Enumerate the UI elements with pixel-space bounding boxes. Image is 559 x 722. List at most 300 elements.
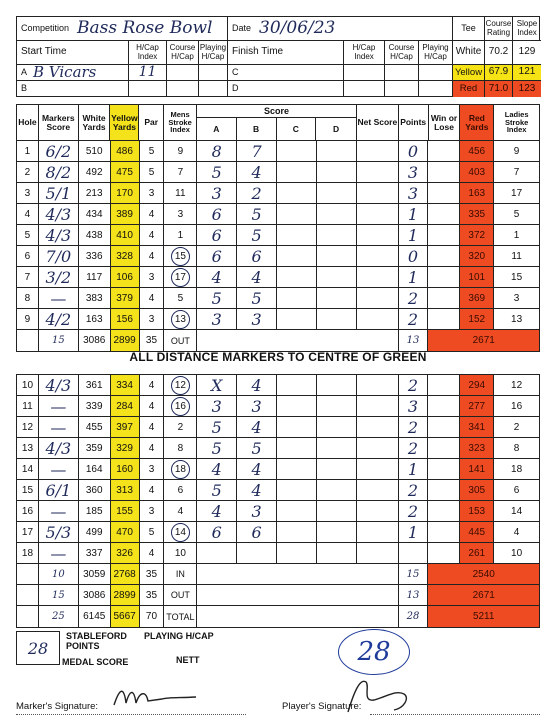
ladies-stroke-index: 8 <box>513 442 520 454</box>
score-c <box>277 396 317 416</box>
player-b-course-hcap <box>167 81 199 97</box>
score-b: 2 <box>237 183 277 203</box>
finish-time-label: Finish Time <box>228 41 344 65</box>
win-or-lose <box>428 204 460 224</box>
score-a: 4 <box>197 501 237 521</box>
score-c <box>277 543 317 563</box>
score-a: 5 <box>197 480 237 500</box>
red-yards: 456 <box>460 141 494 161</box>
score-d <box>317 141 357 161</box>
red-yards: 152 <box>460 309 494 329</box>
col-score: Score <box>197 105 356 118</box>
col-a: A <box>197 118 237 140</box>
col-winlose: Win or Lose <box>429 105 461 140</box>
net-score <box>357 204 399 224</box>
white-yards: 164 <box>79 459 111 479</box>
player-d-letter: D <box>228 81 344 97</box>
hole-number: 4 <box>17 204 39 224</box>
score-c <box>277 162 317 182</box>
mens-stroke-index: 11 <box>164 183 197 203</box>
ladies-stroke-index: 3 <box>513 292 520 304</box>
col-white: White Yards <box>79 105 111 140</box>
score-c <box>277 501 317 521</box>
ladies-stroke-index: 15 <box>511 271 523 283</box>
score-c <box>277 309 317 329</box>
tee-red-slope: 123 <box>513 81 541 97</box>
net-score <box>357 396 399 416</box>
mens-stroke-index: 5 <box>164 288 197 308</box>
score-a: 4 <box>197 459 237 479</box>
yellow-yards: 470 <box>111 522 140 542</box>
markers-score: 5/3 <box>39 522 79 542</box>
col-ladies-si: Ladies Stroke Index <box>504 109 529 135</box>
score-c <box>277 267 317 287</box>
points: 2 <box>399 309 429 329</box>
player-c-letter: C <box>228 65 344 81</box>
hole-row <box>17 501 539 522</box>
hole-number: 15 <box>17 480 39 500</box>
ladies-stroke-index: 13 <box>511 313 523 325</box>
ladies-stroke-index: 7 <box>513 166 520 178</box>
score-b: 3 <box>237 396 277 416</box>
par: 4 <box>140 396 165 416</box>
col-par: Par <box>139 105 164 140</box>
red-yards: 277 <box>460 396 494 416</box>
net-score <box>357 480 399 500</box>
net-score <box>357 375 399 395</box>
yellow-yards: 475 <box>111 162 140 182</box>
score-d <box>317 501 357 521</box>
win-or-lose <box>428 396 460 416</box>
total-red: 2540 <box>428 564 539 584</box>
markers-score: — <box>39 417 79 437</box>
points <box>399 543 429 563</box>
total-yellow: 2768 <box>111 564 140 584</box>
ladies-stroke-index: 16 <box>511 400 523 412</box>
white-yards: 185 <box>79 501 111 521</box>
total-row <box>17 585 539 606</box>
yellow-yards: 284 <box>111 396 140 416</box>
white-yards: 213 <box>79 183 111 203</box>
tee-white-name: White <box>453 41 485 65</box>
total-row <box>17 606 539 627</box>
red-yards: 294 <box>460 375 494 395</box>
score-a: X <box>197 375 237 395</box>
tee-red-name: Red <box>453 81 485 97</box>
score-a: 3 <box>197 309 237 329</box>
net-score <box>357 417 399 437</box>
date-label: Date <box>232 22 252 33</box>
score-c <box>277 417 317 437</box>
net-score <box>357 501 399 521</box>
yellow-yards: 326 <box>111 543 140 563</box>
red-yards: 323 <box>460 438 494 458</box>
score-d <box>317 459 357 479</box>
hcap-index-label-2: H/Cap Index <box>344 41 385 65</box>
hole-number: 6 <box>17 246 39 266</box>
par: 4 <box>140 438 165 458</box>
score-b: 4 <box>237 375 277 395</box>
col-markers: Markers Score <box>39 105 79 140</box>
score-d <box>317 288 357 308</box>
par: 4 <box>140 246 165 266</box>
ladies-stroke-index: 14 <box>511 505 523 517</box>
score-a: 6 <box>197 204 237 224</box>
markers-score: 4/3 <box>39 225 79 245</box>
score-c <box>277 225 317 245</box>
yellow-yards: 313 <box>111 480 140 500</box>
total-hole-blank <box>17 606 39 627</box>
player-d-course-hcap <box>385 81 419 97</box>
yellow-yards: 397 <box>111 417 140 437</box>
mens-stroke-index: 14 <box>164 522 197 542</box>
players-signature-label: Player's Signature: <box>282 701 362 712</box>
distance-markers-note: ALL DISTANCE MARKERS TO CENTRE OF GREEN <box>129 350 427 364</box>
par: 4 <box>140 204 165 224</box>
win-or-lose <box>428 438 460 458</box>
white-yards: 339 <box>79 396 111 416</box>
hole-number: 3 <box>17 183 39 203</box>
col-hole: Hole <box>17 105 39 140</box>
total-par: 35 <box>140 585 165 605</box>
win-or-lose <box>428 141 460 161</box>
total-hole-blank <box>17 585 39 605</box>
yellow-yards: 156 <box>111 309 140 329</box>
hole-row <box>17 246 539 267</box>
course-hcap-label-2: Course H/Cap <box>385 41 419 65</box>
ladies-stroke-index: 5 <box>513 208 520 220</box>
points: 0 <box>399 141 429 161</box>
net-score <box>357 246 399 266</box>
yellow-yards: 389 <box>111 204 140 224</box>
score-b: 3 <box>237 309 277 329</box>
points: 2 <box>399 480 429 500</box>
red-yards: 261 <box>460 543 494 563</box>
score-b: 6 <box>237 246 277 266</box>
win-or-lose <box>428 501 460 521</box>
ladies-stroke-index: 4 <box>513 526 520 538</box>
win-or-lose <box>428 246 460 266</box>
card-header <box>16 16 540 97</box>
total-label: OUT <box>164 330 197 351</box>
front-nine-table <box>16 104 540 352</box>
stableford-section <box>16 631 540 671</box>
win-or-lose <box>428 375 460 395</box>
back-nine-rows <box>17 375 539 627</box>
points: 1 <box>399 459 429 479</box>
score-c <box>277 288 317 308</box>
white-yards: 117 <box>79 267 111 287</box>
score-a: 4 <box>197 267 237 287</box>
ladies-stroke-index: 11 <box>511 250 522 262</box>
medal-score-label: MEDAL SCORE <box>62 657 129 667</box>
competition-value: Bass Rose Bowl <box>77 17 213 38</box>
score-c <box>277 183 317 203</box>
col-mens-si: Mens Stroke Index <box>164 105 197 140</box>
score-group <box>197 105 357 140</box>
markers-score: 4/3 <box>39 438 79 458</box>
white-yards: 492 <box>79 162 111 182</box>
total-points: 28 <box>399 606 429 627</box>
hole-row <box>17 183 539 204</box>
stableford-label: STABLEFORD POINTS <box>66 631 127 651</box>
par: 3 <box>140 267 165 287</box>
score-d <box>317 204 357 224</box>
hole-number: 2 <box>17 162 39 182</box>
hole-row <box>17 459 539 480</box>
markers-score: — <box>39 288 79 308</box>
markers-score: 4/3 <box>39 375 79 395</box>
col-net: Net Score <box>357 105 399 140</box>
win-or-lose <box>428 417 460 437</box>
score-b: 7 <box>237 141 277 161</box>
playing-hcap-label-2: Playing H/Cap <box>419 41 453 65</box>
score-b: 3 <box>237 501 277 521</box>
col-b: B <box>237 118 277 140</box>
score-b: 5 <box>237 438 277 458</box>
markers-score: 4/2 <box>39 309 79 329</box>
hole-row <box>17 522 539 543</box>
par: 4 <box>140 417 165 437</box>
net-score <box>357 459 399 479</box>
nett-label: NETT <box>176 655 200 665</box>
ladies-stroke-index: 17 <box>511 187 523 199</box>
score-c <box>277 375 317 395</box>
player-a-playing-hcap <box>199 65 228 81</box>
tee-yellow-slope: 121 <box>513 65 541 81</box>
score-a: 6 <box>197 225 237 245</box>
score-a: 3 <box>197 396 237 416</box>
score-c <box>277 459 317 479</box>
par: 5 <box>140 522 165 542</box>
playing-hcap-label-1: Playing H/Cap <box>199 41 228 65</box>
player-b-hcap <box>129 81 167 97</box>
score-d <box>317 375 357 395</box>
players-signature-scribble <box>344 672 424 718</box>
player-c-playing-hcap <box>419 65 453 81</box>
red-yards: 341 <box>460 417 494 437</box>
total-white: 3059 <box>79 564 111 584</box>
white-yards: 434 <box>79 204 111 224</box>
white-yards: 337 <box>79 543 111 563</box>
points: 2 <box>399 438 429 458</box>
player-c-course-hcap <box>385 65 419 81</box>
hole-number: 10 <box>17 375 39 395</box>
start-time-label: Start Time <box>17 41 129 65</box>
hole-row <box>17 288 539 309</box>
stableford-value: 28 <box>27 638 49 658</box>
markers-signature-label: Marker's Signature: <box>16 701 99 712</box>
net-score <box>357 162 399 182</box>
score-a <box>197 543 237 563</box>
white-yards: 360 <box>79 480 111 500</box>
white-yards: 361 <box>79 375 111 395</box>
hole-row <box>17 438 539 459</box>
win-or-lose <box>428 267 460 287</box>
yellow-yards: 334 <box>111 375 140 395</box>
score-d <box>317 309 357 329</box>
score-b: 5 <box>237 288 277 308</box>
mens-stroke-index: 15 <box>164 246 197 266</box>
par: 4 <box>140 288 165 308</box>
white-yards: 455 <box>79 417 111 437</box>
mens-stroke-index: 3 <box>164 204 197 224</box>
red-yards: 403 <box>460 162 494 182</box>
white-yards: 336 <box>79 246 111 266</box>
win-or-lose <box>428 459 460 479</box>
front-nine-rows <box>17 141 539 351</box>
total-markers: 25 <box>39 606 79 627</box>
net-score <box>357 522 399 542</box>
points: 3 <box>399 162 429 182</box>
points: 0 <box>399 246 429 266</box>
hole-row <box>17 267 539 288</box>
white-yards: 383 <box>79 288 111 308</box>
total-par: 35 <box>140 564 165 584</box>
hole-number: 16 <box>17 501 39 521</box>
points: 1 <box>399 267 429 287</box>
hole-row <box>17 141 539 162</box>
score-b: 6 <box>237 522 277 542</box>
score-d <box>317 417 357 437</box>
date-field <box>228 17 453 41</box>
hole-number: 14 <box>17 459 39 479</box>
white-yards: 499 <box>79 522 111 542</box>
hcap-index-label-1: H/Cap Index <box>129 41 167 65</box>
markers-score: — <box>39 543 79 563</box>
score-b: 4 <box>237 162 277 182</box>
player-a-letter: A <box>21 66 28 77</box>
white-yards: 438 <box>79 225 111 245</box>
markers-score: — <box>39 396 79 416</box>
hole-row <box>17 543 539 564</box>
yellow-yards: 379 <box>111 288 140 308</box>
circled-total-value: 28 <box>357 637 391 667</box>
mens-stroke-index: 16 <box>164 396 197 416</box>
mens-stroke-index: 17 <box>164 267 197 287</box>
win-or-lose <box>428 522 460 542</box>
total-markers: 15 <box>39 585 79 605</box>
total-red: 2671 <box>428 330 539 351</box>
mens-stroke-index: 7 <box>164 162 197 182</box>
points: 3 <box>399 396 429 416</box>
win-or-lose <box>428 480 460 500</box>
total-blank-span <box>197 606 398 627</box>
win-or-lose <box>428 288 460 308</box>
net-score <box>357 438 399 458</box>
playing-hcap-label: PLAYING H/CAP <box>144 631 214 641</box>
win-or-lose <box>428 543 460 563</box>
ladies-stroke-index: 18 <box>511 463 523 475</box>
hole-row <box>17 375 539 396</box>
total-row <box>17 564 539 585</box>
tee-white-rating: 70.2 <box>485 41 513 65</box>
col-d: D <box>333 123 340 134</box>
course-hcap-label-1: Course H/Cap <box>167 41 199 65</box>
score-b <box>237 543 277 563</box>
net-score <box>357 183 399 203</box>
par: 3 <box>140 309 165 329</box>
red-yards: 445 <box>460 522 494 542</box>
score-d <box>317 543 357 563</box>
red-yards: 335 <box>460 204 494 224</box>
score-d <box>317 246 357 266</box>
hole-number: 5 <box>17 225 39 245</box>
player-b-letter: B <box>17 81 129 97</box>
markers-score: 3/2 <box>39 267 79 287</box>
total-label: TOTAL <box>164 606 197 627</box>
total-white: 3086 <box>79 585 111 605</box>
score-b: 4 <box>237 267 277 287</box>
col-c: C <box>277 118 317 140</box>
total-markers: 10 <box>39 564 79 584</box>
net-score <box>357 543 399 563</box>
red-yards: 101 <box>460 267 494 287</box>
score-b: 4 <box>237 417 277 437</box>
net-score <box>357 141 399 161</box>
points: 2 <box>399 417 429 437</box>
yellow-yards: 160 <box>111 459 140 479</box>
player-b-playing-hcap <box>199 81 228 97</box>
red-yards: 372 <box>460 225 494 245</box>
win-or-lose <box>428 225 460 245</box>
col-points: Points <box>399 105 429 140</box>
slope-index-label: Slope Index <box>513 17 541 41</box>
score-c <box>277 438 317 458</box>
tee-yellow-rating: 67.9 <box>485 65 513 81</box>
mens-stroke-index: 4 <box>164 501 197 521</box>
tee-red-rating: 71.0 <box>485 81 513 97</box>
tee-yellow-name: Yellow <box>453 65 485 81</box>
ladies-stroke-index: 1 <box>513 229 520 241</box>
back-nine-table <box>16 374 540 628</box>
white-yards: 163 <box>79 309 111 329</box>
par: 3 <box>140 459 165 479</box>
markers-score: 6/2 <box>39 141 79 161</box>
markers-signature-scribble <box>112 681 202 711</box>
yellow-yards: 486 <box>111 141 140 161</box>
red-yards: 305 <box>460 480 494 500</box>
red-yards: 141 <box>460 459 494 479</box>
score-d <box>317 162 357 182</box>
player-a-course-hcap <box>167 65 199 81</box>
total-red: 5211 <box>428 606 539 627</box>
player-d-hcap <box>344 81 385 97</box>
hole-row <box>17 480 539 501</box>
score-d <box>317 183 357 203</box>
player-a-row <box>17 62 129 81</box>
par: 3 <box>140 501 165 521</box>
par: 4 <box>140 375 165 395</box>
yellow-yards: 410 <box>111 225 140 245</box>
markers-score: 6/1 <box>39 480 79 500</box>
player-a-hcap: 11 <box>129 65 167 81</box>
total-blank-span <box>197 585 398 605</box>
score-c <box>277 522 317 542</box>
total-white: 6145 <box>79 606 111 627</box>
score-b: 4 <box>237 480 277 500</box>
mens-stroke-index: 1 <box>164 225 197 245</box>
net-score <box>357 225 399 245</box>
net-score <box>357 267 399 287</box>
points: 1 <box>399 204 429 224</box>
yellow-yards: 329 <box>111 438 140 458</box>
score-a: 3 <box>197 183 237 203</box>
ladies-stroke-index: 9 <box>513 145 520 157</box>
score-a: 6 <box>197 522 237 542</box>
score-a: 5 <box>197 417 237 437</box>
hole-number: 17 <box>17 522 39 542</box>
